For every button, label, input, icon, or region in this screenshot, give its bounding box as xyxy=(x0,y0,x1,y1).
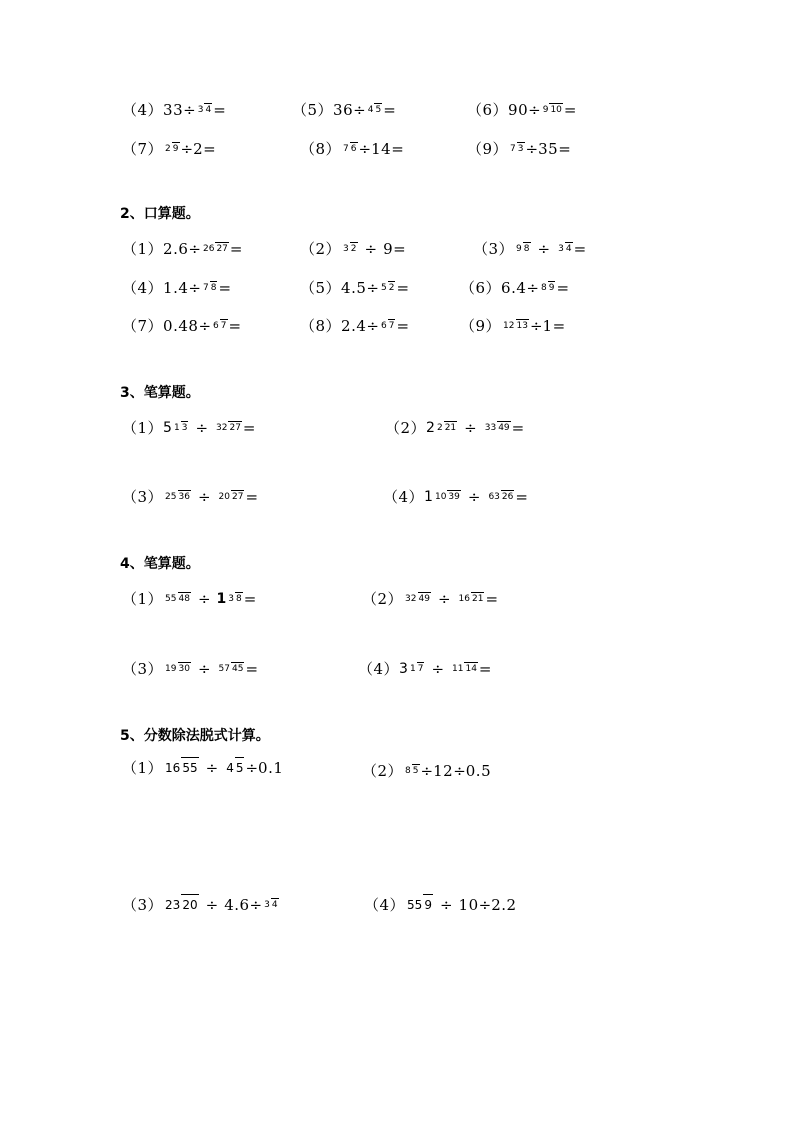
numerator: 33 xyxy=(484,422,497,433)
fraction xyxy=(227,595,242,604)
fraction xyxy=(540,284,555,293)
mixed-whole: 2 xyxy=(426,420,435,436)
divide-sign: ÷ xyxy=(526,278,539,297)
problem-1-4 xyxy=(122,102,226,118)
problem-label: （1） xyxy=(122,589,164,608)
denominator: 36 xyxy=(178,491,190,502)
numerator: 3 xyxy=(228,593,235,604)
divide-sign: ÷ xyxy=(197,487,211,506)
numerator: 23 xyxy=(165,898,181,912)
denominator: 5 xyxy=(412,765,419,776)
divide-sign: ÷ xyxy=(197,589,211,608)
problem-label: （9） xyxy=(460,316,502,335)
numerator: 3 xyxy=(197,104,204,115)
equals-sign: = xyxy=(552,316,566,335)
divide-sign: ÷ xyxy=(478,895,492,914)
fraction xyxy=(404,595,431,604)
denominator: 5 xyxy=(375,104,382,115)
denominator: 14 xyxy=(465,663,477,674)
numerator: 9 xyxy=(542,104,549,115)
numerator: 4 xyxy=(226,761,234,775)
denominator: 49 xyxy=(498,422,510,433)
fraction xyxy=(484,424,511,433)
divide-sign: ÷ xyxy=(439,895,453,914)
problem-3-2 xyxy=(385,420,525,436)
denominator: 8 xyxy=(523,243,530,254)
equals-sign: = xyxy=(393,239,407,258)
denominator: 9 xyxy=(172,143,179,154)
fraction xyxy=(218,493,245,502)
problem-label: （2） xyxy=(362,589,404,608)
problem-label: （4） xyxy=(364,895,406,914)
number: 6.4 xyxy=(501,278,527,297)
numerator: 32 xyxy=(216,422,228,433)
divide-sign: ÷ xyxy=(437,589,451,608)
equals-sign: = xyxy=(242,418,256,437)
problem-label: （6） xyxy=(467,100,509,119)
equals-sign: = xyxy=(203,139,217,158)
problem-4-1 xyxy=(122,591,257,607)
fraction xyxy=(164,762,199,774)
number: 35 xyxy=(538,139,559,158)
denominator: 27 xyxy=(231,491,244,502)
problem-label: （1） xyxy=(122,418,164,437)
equals-sign: = xyxy=(229,239,243,258)
problem-4-2 xyxy=(362,591,499,607)
problem-label: （4） xyxy=(358,659,400,678)
numerator: 3 xyxy=(343,243,349,254)
numerator: 1 xyxy=(173,422,180,433)
number: 2 xyxy=(193,139,204,158)
fraction xyxy=(404,767,419,776)
fraction xyxy=(225,762,244,774)
mixed-whole: 5 xyxy=(163,420,172,436)
problem-2-2 xyxy=(300,241,406,257)
denominator: 7 xyxy=(417,663,424,674)
denominator: 55 xyxy=(181,757,198,775)
divide-sign: ÷ xyxy=(420,761,434,780)
problem-2-5 xyxy=(300,280,410,296)
problem-label: （7） xyxy=(122,139,164,158)
section-2-heading: 2、口算题。 xyxy=(120,206,200,222)
problem-5-3 xyxy=(122,897,280,913)
fraction xyxy=(409,665,424,674)
numerator: 1 xyxy=(409,663,416,674)
divide-sign: ÷ xyxy=(358,139,372,158)
denominator: 9 xyxy=(548,282,555,293)
divide-sign: ÷ xyxy=(453,761,466,780)
denominator: 4 xyxy=(565,243,572,254)
problem-label: （4） xyxy=(122,278,164,297)
problem-2-6 xyxy=(460,280,570,296)
divide-sign: ÷ xyxy=(180,139,194,158)
denominator: 45 xyxy=(231,663,244,674)
denominator: 2 xyxy=(388,282,395,293)
equals-sign: = xyxy=(245,487,259,506)
numerator: 55 xyxy=(165,593,177,604)
equals-sign: = xyxy=(228,316,242,335)
divide-sign: ÷ xyxy=(464,418,477,437)
mixed-whole: 3 xyxy=(399,661,408,677)
problem-3-1 xyxy=(122,420,256,436)
problem-2-1 xyxy=(122,241,243,257)
number: 4.6 xyxy=(224,895,250,914)
equals-sign: = xyxy=(485,589,499,608)
equals-sign: = xyxy=(573,239,587,258)
divide-sign: ÷ xyxy=(467,487,481,506)
equals-sign: = xyxy=(563,100,577,119)
section-4-heading: 4、笔算题。 xyxy=(120,556,200,572)
number: 4.5 xyxy=(341,278,367,297)
problem-label: （3） xyxy=(473,239,515,258)
problem-2-3 xyxy=(473,241,587,257)
denominator: 21 xyxy=(471,593,484,604)
fraction xyxy=(367,106,382,115)
fraction xyxy=(342,145,357,154)
denominator: 48 xyxy=(178,593,190,604)
numerator: 16 xyxy=(165,761,181,775)
denominator: 27 xyxy=(216,243,228,254)
denominator: 3 xyxy=(181,422,188,433)
problem-label: （4） xyxy=(122,100,164,119)
problem-label: （6） xyxy=(460,278,502,297)
problem-label: （3） xyxy=(122,659,164,678)
divide-sign: ÷ xyxy=(198,316,212,335)
problem-1-9 xyxy=(467,141,571,157)
mixed-whole: 1 xyxy=(424,489,433,505)
equals-sign: = xyxy=(218,278,232,297)
denominator: 8 xyxy=(236,593,242,604)
numerator: 8 xyxy=(540,282,547,293)
problem-2-4 xyxy=(122,280,232,296)
fraction xyxy=(502,322,529,331)
divide-sign: ÷ xyxy=(195,418,209,437)
number: 0.1 xyxy=(258,758,284,777)
denominator: 2 xyxy=(350,243,357,254)
equals-sign: = xyxy=(243,589,257,608)
denominator: 39 xyxy=(448,491,460,502)
number: 12 xyxy=(433,761,454,780)
problem-label: （7） xyxy=(122,316,164,335)
number: 36 xyxy=(333,100,354,119)
equals-sign: = xyxy=(396,316,410,335)
problem-1-8 xyxy=(300,141,404,157)
fraction xyxy=(164,145,179,154)
divide-sign: ÷ xyxy=(431,659,445,678)
fraction xyxy=(197,106,212,115)
divide-sign: ÷ xyxy=(537,239,551,258)
denominator: 8 xyxy=(210,282,217,293)
equals-sign: = xyxy=(245,659,259,678)
equals-sign: = xyxy=(391,139,405,158)
problem-5-4 xyxy=(364,897,517,913)
problem-label: （2） xyxy=(385,418,427,437)
numerator: 2 xyxy=(436,422,443,433)
numerator: 2 xyxy=(165,143,171,154)
number: 10 xyxy=(458,895,479,914)
numerator: 11 xyxy=(452,663,464,674)
section-5-heading: 5、分数除法脱式计算。 xyxy=(120,728,270,744)
fraction xyxy=(173,424,188,433)
numerator: 7 xyxy=(202,282,209,293)
problem-3-4 xyxy=(383,489,528,505)
problem-1-6 xyxy=(467,102,577,118)
fraction xyxy=(380,284,395,293)
divide-sign: ÷ xyxy=(353,100,366,119)
problem-label: （5） xyxy=(292,100,334,119)
problem-label: （9） xyxy=(467,139,509,158)
denominator: 21 xyxy=(444,422,457,433)
problem-1-7 xyxy=(122,141,216,157)
fraction xyxy=(515,245,530,254)
denominator: 7 xyxy=(220,320,227,331)
fraction xyxy=(509,145,524,154)
problem-label: （8） xyxy=(300,316,342,335)
fraction xyxy=(202,245,229,254)
fraction xyxy=(212,322,227,331)
numerator: 5 xyxy=(380,282,387,293)
denominator: 27 xyxy=(229,422,241,433)
problem-4-3 xyxy=(122,661,259,677)
numerator: 6 xyxy=(213,320,219,331)
divide-sign: ÷ xyxy=(249,895,263,914)
equals-sign: = xyxy=(478,659,492,678)
divide-sign: ÷ xyxy=(366,316,379,335)
numerator: 16 xyxy=(458,593,470,604)
fraction xyxy=(164,493,191,502)
number: 0.48 xyxy=(163,316,199,335)
fraction xyxy=(342,245,357,254)
fraction xyxy=(164,595,191,604)
number: 9 xyxy=(383,239,394,258)
denominator: 10 xyxy=(550,104,562,115)
fraction xyxy=(164,899,199,911)
denominator: 20 xyxy=(181,894,198,912)
number: 2.4 xyxy=(341,316,367,335)
fraction xyxy=(215,424,242,433)
numerator: 19 xyxy=(165,663,177,674)
fraction xyxy=(164,665,191,674)
numerator: 32 xyxy=(405,593,417,604)
section-3-heading: 3、笔算题。 xyxy=(120,385,200,401)
fraction xyxy=(458,595,485,604)
denominator: 26 xyxy=(501,491,514,502)
problem-3-3 xyxy=(122,489,259,505)
denominator: 6 xyxy=(350,143,357,154)
equals-sign: = xyxy=(396,278,410,297)
number: 1 xyxy=(542,316,553,335)
numerator: 3 xyxy=(264,899,270,910)
fraction xyxy=(380,322,395,331)
denominator: 4 xyxy=(271,899,278,910)
problem-5-2 xyxy=(362,763,491,779)
number: 2.6 xyxy=(163,239,189,258)
numerator: 9 xyxy=(516,243,522,254)
denominator: 30 xyxy=(178,663,190,674)
divide-sign: ÷ xyxy=(366,278,379,297)
problem-label: （1） xyxy=(122,239,164,258)
number: 14 xyxy=(371,139,392,158)
divide-sign: ÷ xyxy=(188,278,201,297)
equals-sign: = xyxy=(556,278,570,297)
fraction xyxy=(218,665,245,674)
problem-label: （2） xyxy=(300,239,342,258)
divide-sign: ÷ xyxy=(183,100,196,119)
problem-4-4 xyxy=(358,661,492,677)
denominator: 9 xyxy=(423,894,433,912)
divide-sign: ÷ xyxy=(197,659,211,678)
numerator: 57 xyxy=(218,663,230,674)
problem-label: （2） xyxy=(362,761,404,780)
numerator: 10 xyxy=(434,491,447,502)
fraction xyxy=(202,284,217,293)
numerator: 7 xyxy=(510,143,516,154)
problem-label: （1） xyxy=(122,758,164,777)
denominator: 4 xyxy=(205,104,212,115)
equals-sign: = xyxy=(515,487,529,506)
divide-sign: ÷ xyxy=(528,100,541,119)
problem-label: （4） xyxy=(383,487,425,506)
problem-label: （8） xyxy=(300,139,342,158)
number: 33 xyxy=(163,100,184,119)
equals-sign: = xyxy=(383,100,397,119)
problem-label: （3） xyxy=(122,487,164,506)
numerator: 4 xyxy=(367,104,374,115)
numerator: 20 xyxy=(218,491,230,502)
fraction xyxy=(434,493,461,502)
numerator: 7 xyxy=(343,143,349,154)
divide-sign: ÷ xyxy=(245,758,259,777)
denominator: 7 xyxy=(388,320,395,331)
fraction xyxy=(263,901,278,910)
denominator: 3 xyxy=(517,143,524,154)
fraction xyxy=(557,245,572,254)
fraction xyxy=(451,665,478,674)
denominator: 5 xyxy=(235,757,245,775)
numerator: 63 xyxy=(488,491,500,502)
divide-sign: ÷ xyxy=(364,239,378,258)
equals-sign: = xyxy=(511,418,525,437)
problem-5-1 xyxy=(122,760,283,776)
problem-2-7 xyxy=(122,318,242,334)
numerator: 12 xyxy=(503,320,515,331)
problem-2-8 xyxy=(300,318,410,334)
numerator: 3 xyxy=(558,243,564,254)
divide-sign: ÷ xyxy=(529,316,543,335)
fraction xyxy=(436,424,457,433)
denominator: 49 xyxy=(418,593,430,604)
fraction xyxy=(542,106,563,115)
fraction xyxy=(406,899,433,911)
numerator: 55 xyxy=(407,898,423,912)
equals-sign: = xyxy=(213,100,227,119)
problem-label: （5） xyxy=(300,278,342,297)
divide-sign: ÷ xyxy=(525,139,539,158)
equals-sign: = xyxy=(558,139,572,158)
problem-2-9 xyxy=(460,318,566,334)
number: 1.4 xyxy=(163,278,189,297)
numerator: 26 xyxy=(202,243,215,254)
numerator: 8 xyxy=(405,765,411,776)
divide-sign: ÷ xyxy=(205,758,219,777)
problem-label: （3） xyxy=(122,895,164,914)
numerator: 25 xyxy=(165,491,177,502)
divide-sign: ÷ xyxy=(188,239,201,258)
problem-1-5 xyxy=(292,102,396,118)
number: 0.5 xyxy=(465,761,492,780)
mixed-whole: 1 xyxy=(216,591,227,607)
fraction xyxy=(487,493,514,502)
denominator: 13 xyxy=(516,320,528,331)
numerator: 6 xyxy=(380,320,387,331)
number: 2.2 xyxy=(491,895,517,914)
number: 90 xyxy=(508,100,529,119)
divide-sign: ÷ xyxy=(205,895,219,914)
